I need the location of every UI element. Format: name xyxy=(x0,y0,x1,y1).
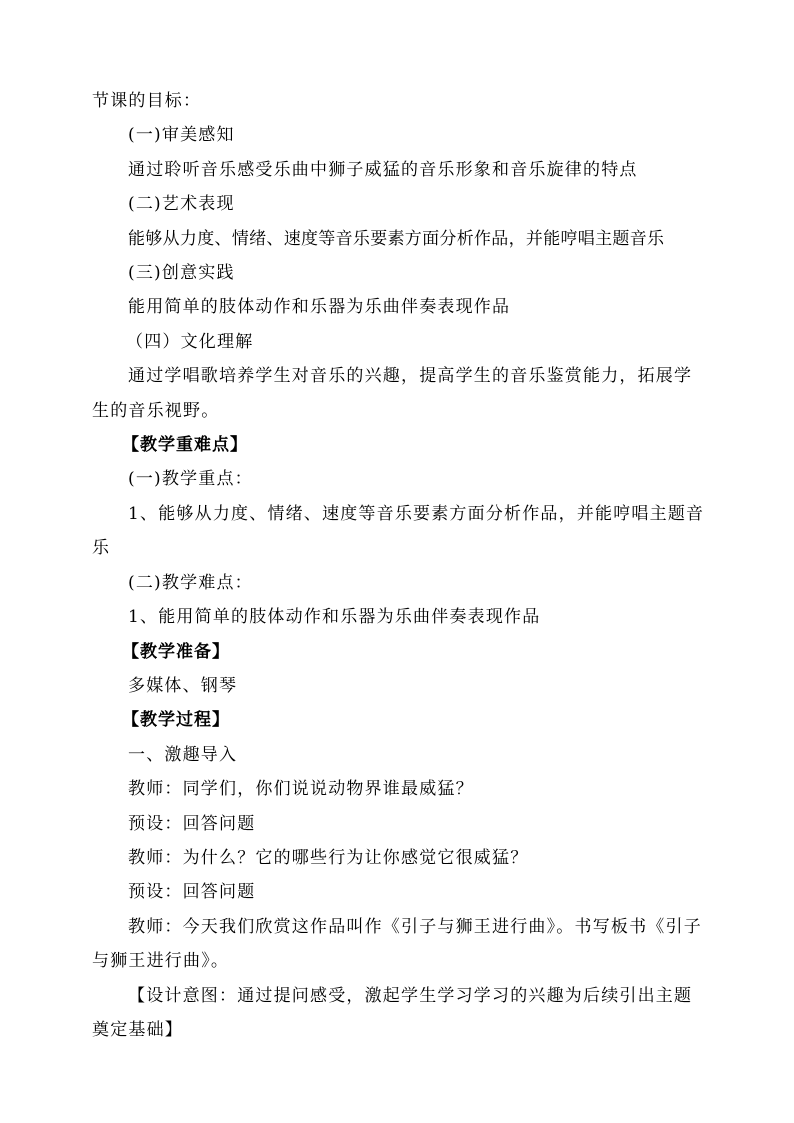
document-body xyxy=(92,84,710,1047)
paragraph-intro: 节课的目标： xyxy=(92,91,202,111)
section-heading-aesthetic: (一)审美感知 xyxy=(128,125,235,146)
step-intro: 一、激趣导入 xyxy=(128,744,238,765)
paragraph-difficult: 1、能用简单的肢体动作和乐器为乐曲伴奏表现作品 xyxy=(128,607,541,628)
dialog-teacher-3: 教师：今天我们欣赏这作品叫作《引子与狮王进行曲》。书写板书《引子与狮王进行曲》。 xyxy=(92,916,702,972)
section-heading-art: (二)艺术表现 xyxy=(128,194,235,215)
paragraph-culture: 通过学唱歌培养学生对音乐的兴趣，提高学生的音乐鉴赏能力，拓展学生的音乐视野。 xyxy=(92,366,693,421)
paragraph-aesthetic: 通过聆听音乐感受乐曲中狮子威猛的音乐形象和音乐旋律的特点 xyxy=(128,159,638,180)
dialog-teacher-2: 教师：为什么？它的哪些行为让你感觉它很威猛？ xyxy=(128,847,529,868)
section-heading-culture: （四）文化理解 xyxy=(126,331,254,352)
dialog-preset-1: 预设：回答问题 xyxy=(128,813,256,834)
paragraph-preparation: 多媒体、钢琴 xyxy=(128,675,238,696)
paragraph-key: 1、能够从力度、情绪、速度等音乐要素方面分析作品，并能哼唱主题音乐 xyxy=(92,503,705,559)
subheading-difficult: (二)教学难点： xyxy=(128,572,253,593)
design-intent: 【设计意图：通过提问感受，激起学生学习学习的兴趣为后续引出主题奠定基础】 xyxy=(92,985,693,1040)
heading-key-points: 【教学重难点】 xyxy=(122,435,248,456)
section-heading-creative: (三)创意实践 xyxy=(128,263,235,284)
dialog-teacher-1: 教师：同学们，你们说说动物界谁最威猛？ xyxy=(128,779,474,800)
dialog-preset-2: 预设：回答问题 xyxy=(128,882,256,903)
heading-process: 【教学过程】 xyxy=(122,710,230,731)
subheading-key: (一)教学重点： xyxy=(128,469,253,490)
heading-preparation: 【教学准备】 xyxy=(122,641,230,662)
paragraph-art: 能够从力度、情绪、速度等音乐要素方面分析作品，并能哼唱主题音乐 xyxy=(128,228,665,249)
paragraph-creative: 能用简单的肢体动作和乐器为乐曲伴奏表现作品 xyxy=(128,297,511,318)
